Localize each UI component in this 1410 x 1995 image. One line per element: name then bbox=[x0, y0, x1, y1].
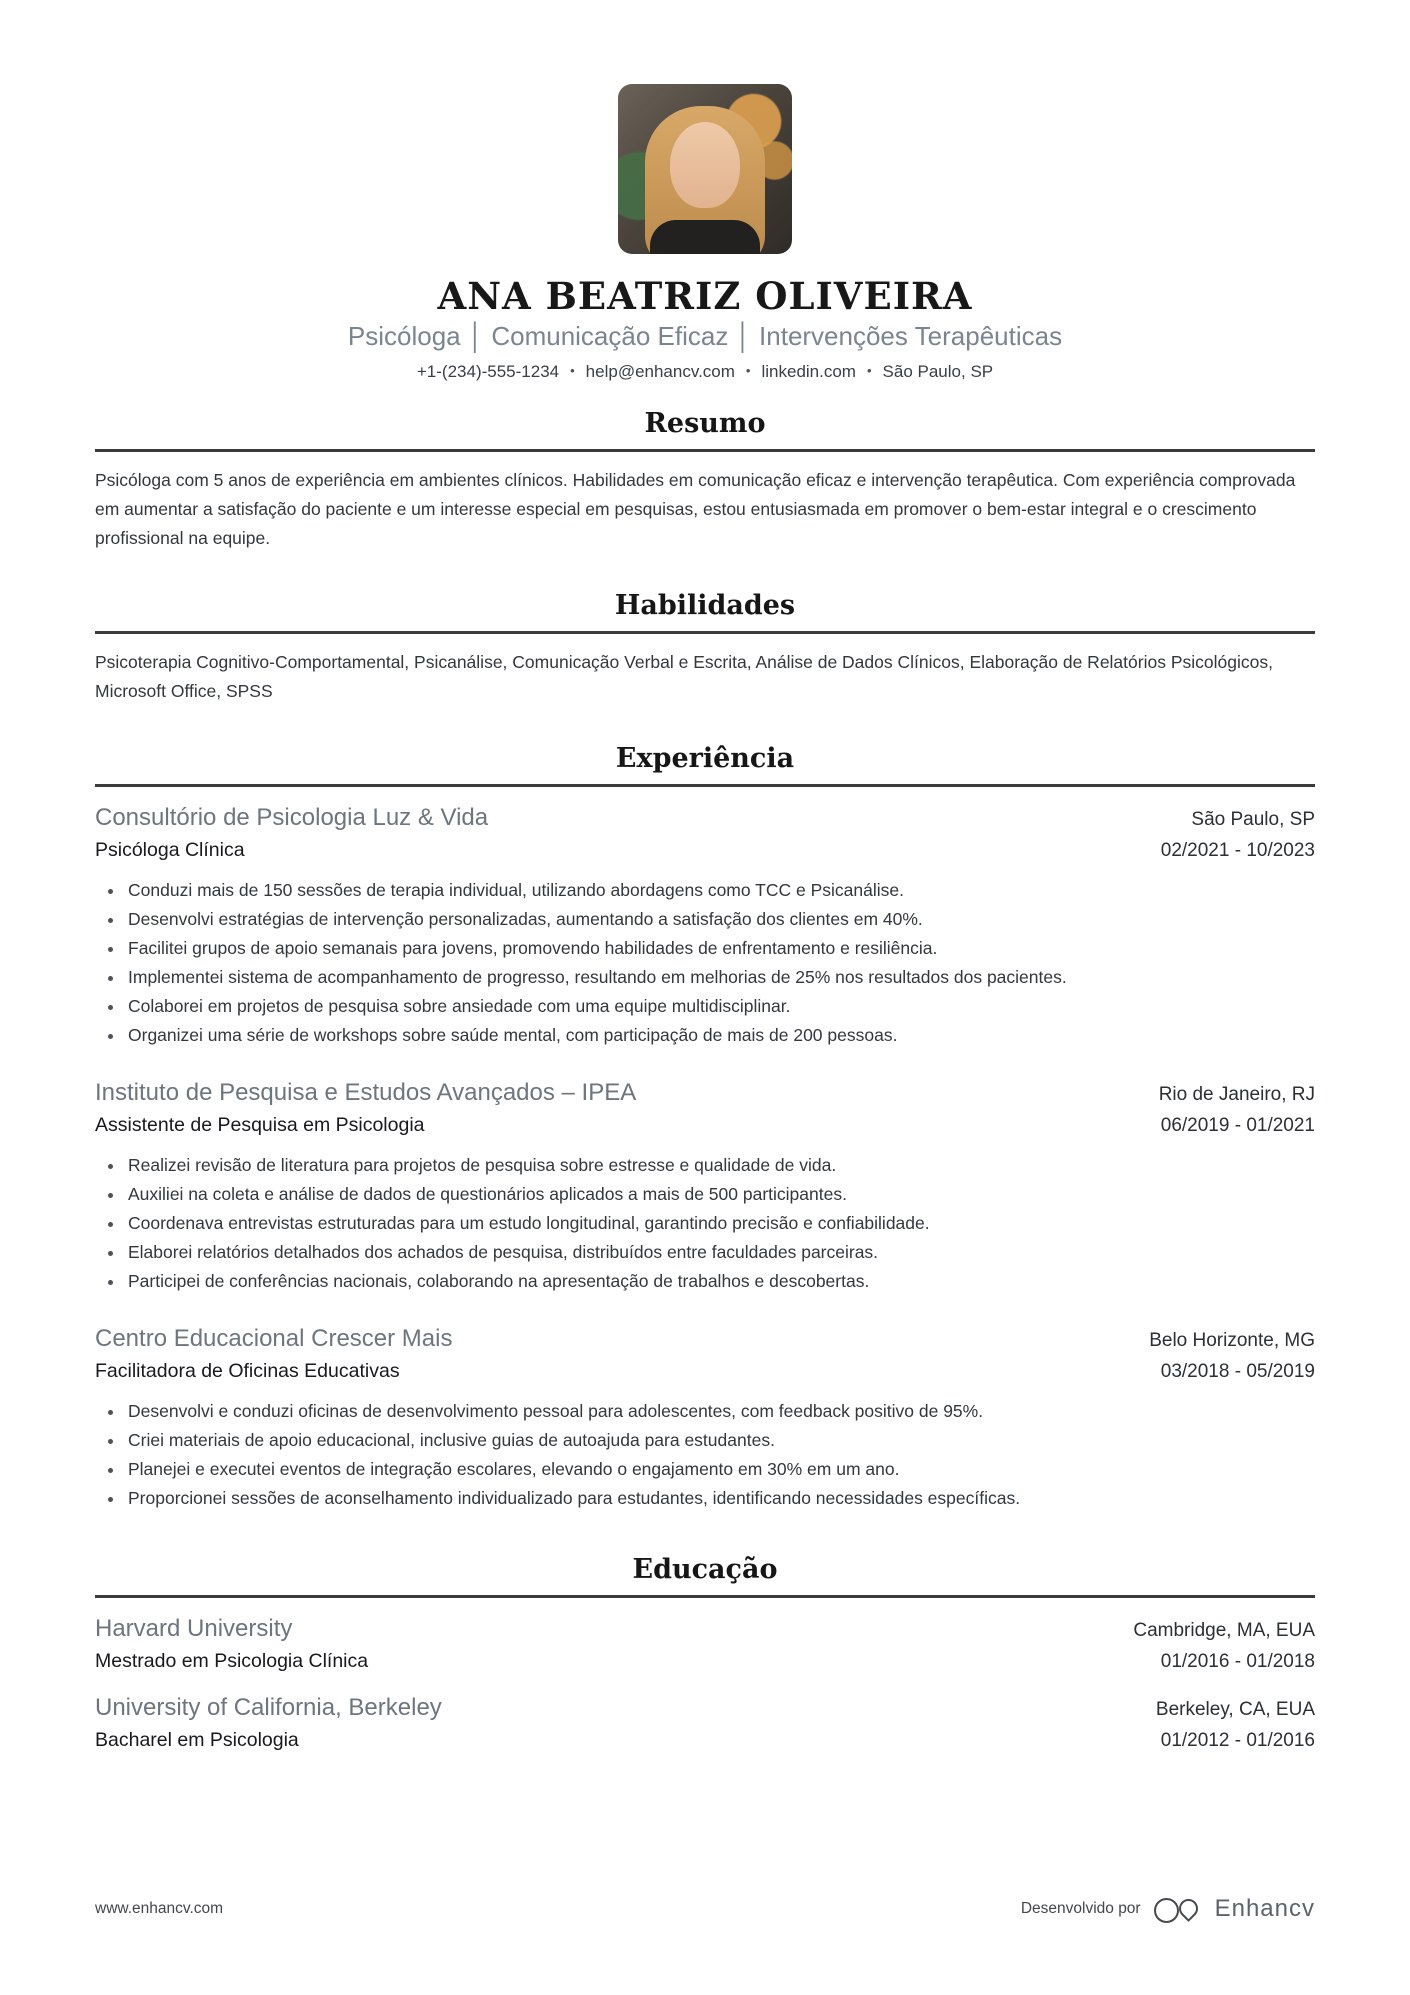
skills-text: Psicoterapia Cognitivo-Comportamental, Psicanálise, Comunicação Verbal e Escrita, Análise de Dados Clínicos, Elaboração de Relatórios Psicológicos, Microsoft Office, SPSS bbox=[95, 652, 1273, 701]
section-habilidades bbox=[95, 589, 1315, 706]
section-title-educacao: Educação bbox=[632, 1554, 778, 1585]
profile-photo bbox=[618, 84, 792, 254]
email-link[interactable]: help@enhancv.com bbox=[585, 362, 735, 381]
company-name: Instituto de Pesquisa e Estudos Avançados – IPEA bbox=[95, 1079, 637, 1106]
job-dates: 02/2021 - 10/2023 bbox=[1160, 840, 1315, 861]
job-title: Facilitadora de Oficinas Educativas bbox=[95, 1360, 400, 1382]
school-location: Berkeley, CA, EUA bbox=[1155, 1699, 1315, 1720]
bullet-item: Participei de conferências nacionais, colaborando na apresentação de trabalhos e descobertas. bbox=[95, 1267, 1315, 1296]
school-name: University of California, Berkeley bbox=[95, 1694, 442, 1721]
section-divider bbox=[95, 631, 1315, 634]
experience-entry bbox=[95, 803, 1315, 1050]
enhancv-url[interactable]: www.enhancv.com bbox=[95, 1900, 224, 1917]
bullet-item: Desenvolvi e conduzi oficinas de desenvolvimento pessoal para adolescentes, com feedback positivo de 95%. bbox=[95, 1397, 1315, 1426]
job-bullets bbox=[95, 1151, 1315, 1296]
powered-by bbox=[1021, 1895, 1315, 1923]
enhancv-wordmark: Enhancv bbox=[1214, 1895, 1315, 1922]
bullet-item: Conduzi mais de 150 sessões de terapia individual, utilizando abordagens como TCC e Psicanálise. bbox=[95, 876, 1315, 905]
enhancv-logo-icon bbox=[1153, 1895, 1205, 1923]
bullet-item: Realizei revisão de literatura para projetos de pesquisa sobre estresse e qualidade de vida. bbox=[95, 1151, 1315, 1180]
section-experiencia bbox=[95, 742, 1315, 1513]
summary-text: Psicóloga com 5 anos de experiência em ambientes clínicos. Habilidades em comunicação eficaz e intervenção terapêutica. Com experiência comprovada em aumentar a satisfação do paciente e um interesse especial em pesquisas, estou entusiasmada em promover o bem-estar integral e o crescimento profissional na equipe. bbox=[95, 470, 1296, 548]
job-dates: 03/2018 - 05/2019 bbox=[1160, 1361, 1315, 1382]
photo-face-shape bbox=[670, 122, 740, 208]
bullet-item: Coordenava entrevistas estruturadas para um estudo longitudinal, garantindo precisão e confiabilidade. bbox=[95, 1209, 1315, 1238]
bullet-item: Criei materiais de apoio educacional, inclusive guias de autoajuda para estudantes. bbox=[95, 1426, 1315, 1455]
section-divider bbox=[95, 784, 1315, 787]
company-name: Consultório de Psicologia Luz & Vida bbox=[95, 804, 489, 831]
bullet-item: Desenvolvi estratégias de intervenção personalizadas, aumentando a satisfação dos clientes em 40%. bbox=[95, 905, 1315, 934]
job-location: Belo Horizonte, MG bbox=[1149, 1330, 1315, 1351]
school-name: Harvard University bbox=[95, 1615, 293, 1642]
section-title-habilidades: Habilidades bbox=[614, 590, 796, 621]
degree-name: Bacharel em Psicologia bbox=[95, 1729, 299, 1751]
bullet-item: Organizei uma série de workshops sobre saúde mental, com participação de mais de 200 pessoas. bbox=[95, 1021, 1315, 1050]
headline: Psicóloga │ Comunicação Eficaz │ Intervenções Terapêuticas bbox=[347, 321, 1063, 351]
job-location: São Paulo, SP bbox=[1191, 809, 1315, 830]
bullet-item: Elaborei relatórios detalhados dos achados de pesquisa, distribuídos entre faculdades parceiras. bbox=[95, 1238, 1315, 1267]
experience-entry bbox=[95, 1324, 1315, 1513]
school-location: Cambridge, MA, EUA bbox=[1133, 1620, 1315, 1641]
powered-by-label: Desenvolvido por bbox=[1020, 1900, 1141, 1917]
company-name: Centro Educacional Crescer Mais bbox=[95, 1325, 453, 1352]
education-entry bbox=[95, 1614, 1315, 1675]
person-name: ANA BEATRIZ OLIVEIRA bbox=[437, 274, 973, 318]
section-resumo bbox=[95, 407, 1315, 553]
experience-entry bbox=[95, 1078, 1315, 1296]
phone-number: +1-(234)-555-1234 bbox=[416, 362, 560, 381]
job-location: Rio de Janeiro, RJ bbox=[1158, 1084, 1315, 1105]
job-bullets bbox=[95, 1397, 1315, 1513]
section-educacao bbox=[95, 1553, 1315, 1754]
bullet-item: Facilitei grupos de apoio semanais para jovens, promovendo habilidades de enfrentamento e resiliência. bbox=[95, 934, 1315, 963]
degree-name: Mestrado em Psicologia Clínica bbox=[95, 1650, 369, 1672]
job-title: Psicóloga Clínica bbox=[95, 839, 245, 861]
section-divider bbox=[95, 1595, 1315, 1598]
section-title-experiencia: Experiência bbox=[615, 743, 795, 774]
page-footer bbox=[95, 1895, 1315, 1923]
dot-separator: • bbox=[866, 363, 872, 378]
photo-shoulders-shape bbox=[650, 220, 760, 254]
contact-line bbox=[95, 360, 1315, 383]
education-entry bbox=[95, 1693, 1315, 1754]
job-dates: 06/2019 - 01/2021 bbox=[1160, 1115, 1315, 1136]
job-bullets bbox=[95, 876, 1315, 1050]
dot-separator: • bbox=[745, 363, 751, 378]
education-dates: 01/2012 - 01/2016 bbox=[1160, 1730, 1315, 1751]
bullet-item: Colaborei em projetos de pesquisa sobre ansiedade com uma equipe multidisciplinar. bbox=[95, 992, 1315, 1021]
bullet-item: Planejei e executei eventos de integração escolares, elevando o engajamento em 30% em um ano. bbox=[95, 1455, 1315, 1484]
section-divider bbox=[95, 449, 1315, 452]
job-title: Assistente de Pesquisa em Psicologia bbox=[95, 1114, 425, 1136]
linkedin-link[interactable]: linkedin.com bbox=[761, 362, 856, 381]
section-title-resumo: Resumo bbox=[644, 408, 766, 439]
bullet-item: Implementei sistema de acompanhamento de progresso, resultando em melhorias de 25% nos resultados dos pacientes. bbox=[95, 963, 1315, 992]
location-text: São Paulo, SP bbox=[882, 362, 994, 381]
education-dates: 01/2016 - 01/2018 bbox=[1160, 1651, 1315, 1672]
dot-separator: • bbox=[570, 363, 575, 378]
bullet-item: Proporcionei sessões de aconselhamento individualizado para estudantes, identificando necessidades específicas. bbox=[95, 1484, 1315, 1513]
bullet-item: Auxiliei na coleta e análise de dados de questionários aplicados a mais de 500 participantes. bbox=[95, 1180, 1315, 1209]
